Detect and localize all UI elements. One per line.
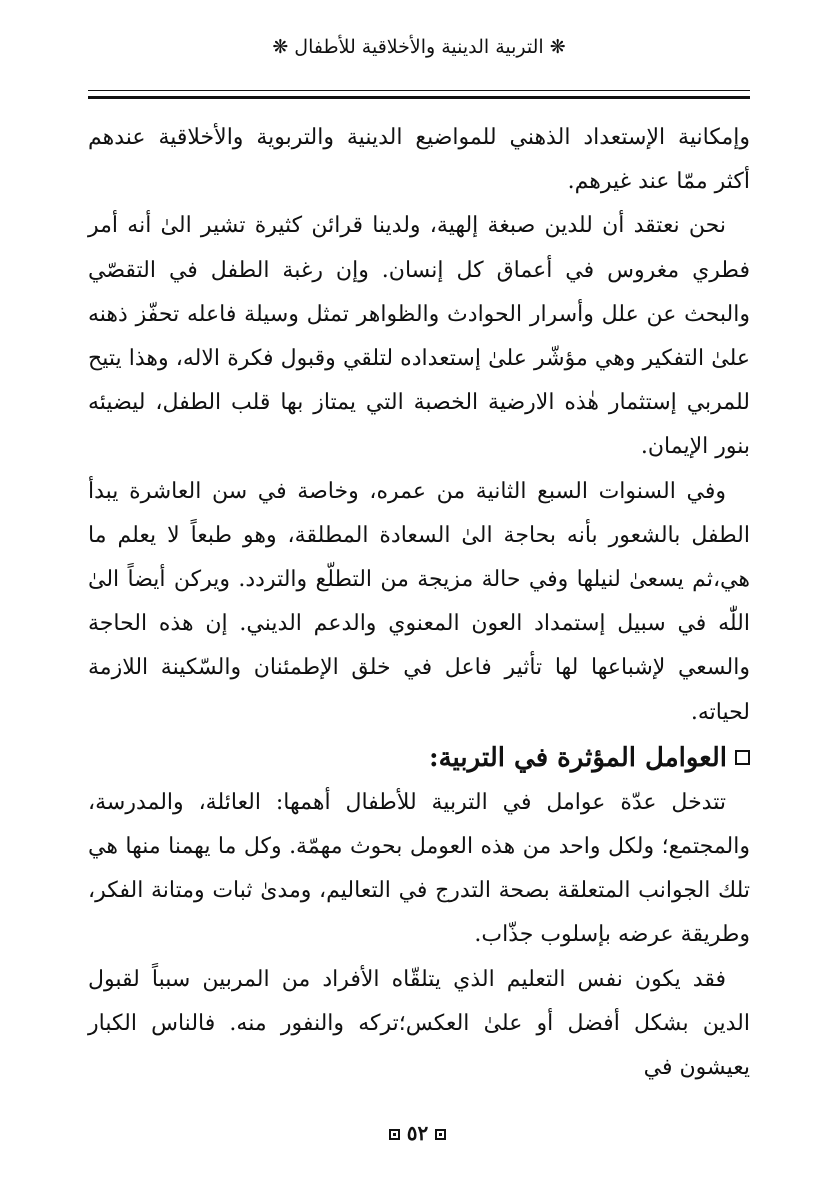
section-heading-text: العوامل المؤثرة في التربية: <box>429 742 727 773</box>
paragraph-2: نحن نعتقد أن للدين صبغة إلهية، ولدينا قرائن كثيرة تشير الىٰ أنه أمر فطري مغروس في أعماق كل إنسان. وإن رغبة الطفل في التقصّي والبحث عن علل وأسرار الحوادث والظواهر تمثل وسيلة فاعله تحفّز ذهنه علىٰ التفكير وهي مؤشّر علىٰ إستعداده لتلقي وقبول فكرة الاله، وهذا يتيح للمربي إستثمار هٰذه الارضية الخصبة التي يمتاز بها قلب الطفل، ليضيئه بنور الإيمان. <box>88 213 750 460</box>
paragraph-3: وفي السنوات السبع الثانية من عمره، وخاصة في سن العاشرة يبدأ الطفل بالشعور بأنه بحاجة الىٰ السعادة المطلقة، وهو طبعاً لا يعلم ما هي،ثم يسعىٰ لنيلها وفي حالة مزيجة من التطلّع والتردد. ويركن أيضاً الىٰ اللّٰه في سبيل إستمداد العون المعنوي والدعم الديني. إن هذه الحاجة والسعي لإشباعها لها تأثير فاعل في خلق الإطمئنان والسّكينة اللازمة لحياته. <box>88 478 750 725</box>
square-dot-icon <box>389 1129 400 1140</box>
body-text <box>88 116 750 1090</box>
square-dot-icon <box>435 1129 446 1140</box>
paragraph-1: وإمكانية الإستعداد الذهني للمواضيع الدينية والتربوية والأخلاقية عندهم أكثر ممّا عند غيرهم. <box>88 125 750 195</box>
page-number-footer <box>0 1120 835 1146</box>
page-number: ٥٢ <box>406 1121 429 1145</box>
square-outline-icon <box>735 750 750 765</box>
paragraph-5: فقد يكون نفس التعليم الذي يتلقّاه الأفراد من المربين سبباً لقبول الدين بشكل أفضل أو علىٰ العكس؛تركه والنفور منه. فالناس الكبار يعيشون في <box>88 966 750 1081</box>
section-heading <box>88 735 750 781</box>
header-rule-thick <box>88 96 750 99</box>
header-rule-thin <box>88 90 750 91</box>
running-header-title: ❋ التربية الدينية والأخلاقية للأطفال ❋ <box>272 36 566 58</box>
paragraph-4: تتدخل عدّة عوامل في التربية للأطفال أهمها: العائلة، والمدرسة، والمجتمع؛ ولكل واحد من هذه العومل بحوث مهمّة. وكل ما يهمنا منها هي تلك الجوانب المتعلقة بصحة التدرج في التعاليم، ومدىٰ ثبات ومتانة الفكر، وطريقة عرضه بإسلوب جذّاب. <box>88 789 750 948</box>
